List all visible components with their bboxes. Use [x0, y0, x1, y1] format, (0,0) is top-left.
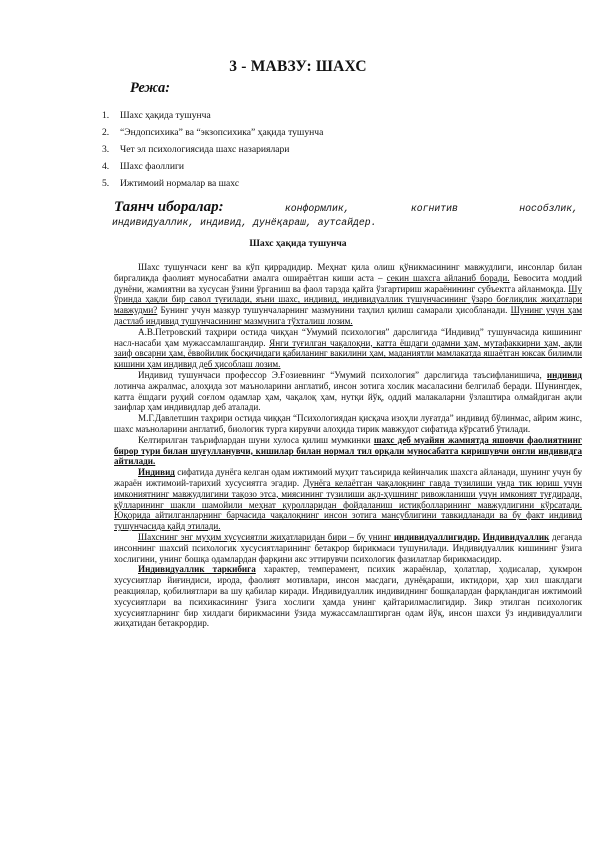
text-run: индивид [546, 369, 582, 380]
plan-item-text: Чет эл психологиясида шахс назариялари [120, 144, 290, 155]
paragraph [114, 564, 582, 629]
plan-item [102, 124, 323, 141]
plan-heading: Режа: [130, 80, 171, 96]
paragraph [114, 413, 582, 435]
keywords-line-2: индивидуаллик, индивид, дунёқараш, аутсайдер. [112, 217, 377, 228]
paragraph [114, 327, 582, 370]
keywords-label: Таянч иборалар: [114, 199, 224, 215]
plan-item-text: “Эндопсихика” ва “экзопсихика” ҳақида тушунча [120, 127, 324, 138]
paragraph [114, 532, 582, 564]
page-title: 3 - МАВЗУ: ШАХС [229, 58, 367, 75]
plan-item-number: 2. [102, 127, 110, 138]
text-run: Шахснинг энг муҳим хусусиятли жиҳатларидан бири – бу унинг [138, 531, 394, 542]
text-run: лотинча ажралмас, алоҳида зот маъноларини англатиб, инсон зотига хослик масаласини белгилаб беради. Шунингдек, катта ёшдаги руҳий соғлом одамлар ҳам, чақалоқ ҳам, нутқи йўқ, оддий малакаларни ўзлаштира олмайдиган ақли заифлар ҳам индивидлар деб аталади. [114, 380, 582, 413]
plan-item [102, 141, 323, 158]
text-run: индивидуаллигидир. [393, 531, 480, 542]
text-run: секин шахсга айланиб боради. [386, 272, 510, 283]
plan-item-text: Шахс фаоллиги [120, 161, 185, 172]
paragraph [114, 435, 582, 467]
plan-item-number: 3. [102, 144, 110, 155]
keyword-term: нособзлик, [519, 203, 578, 214]
plan-item-number: 5. [102, 178, 110, 189]
plan-item-number: 1. [102, 110, 110, 121]
plan-item-number: 4. [102, 161, 110, 172]
plan-item [102, 175, 323, 192]
text-run: М.Г.Давлетшин таҳрири остида чиққан “Психологиядан қисқача изоҳли луғатда” индивид бўлинмас, айрим жинс, шахс маъноларини англатиб, биологик турга кирувчи алоҳида тирик мавжудот сифатида кўрсатиб ўтилади. [114, 413, 582, 434]
text-run: Дунёга келаётган чақалоқнинг гавда тузилиши унда тик юриш учун имкониятнинг мавжудлигини тақозо этса, миясининг тузилиши ақл-ҳушнинг ривожланиши учун имконият туғдиради, қўлларининг шакли шамойили меҳнат қуролларидан фойдаланиш истиқболларининг мавжудлигини кўрсатади. Юқорида айтилганларнинг барчасида чақалоқнинг инсон зотига мансублигини тавкидланади ва бу факт индивид тушунчасида қайд этилади. [114, 477, 582, 532]
plan-list [102, 107, 323, 192]
paragraph [114, 370, 582, 413]
section-title: Шахс ҳақида тушунча [249, 238, 347, 249]
text-run: Янги туғилган чақалоқни, катта ёшдаги одамни ҳам, мутафаккирни ҳам, ақли заиф овсарни ҳам, ёввойилик босқичидаги қабиланинг вакилини ҳам, маданиятли мамлакатда яшаётган юксак билимли кишини ҳам индивид деб ҳисоблаш лозим. [114, 337, 583, 370]
text-run: А.В.Петровский таҳрири остида чиқҳан “Умумий психология” дарслигида “Индивид” тушунчасида кишининг насл-насаби ҳам мужассамлашгандир. [114, 326, 582, 348]
text-run: Шунинг учун ҳам дастлаб индивид тушунчасининг мазмунига тўхталиш лозим. [114, 305, 582, 326]
text-run: характер, темперамент, психик жараёнлар, ҳолатлар, ҳодисалар, ҳукмрон хусусиятлар йиғиндиси, ирода, фаолият мотивлари, инсон масдаги, дунёқараши, иктидори, ҳар хил шаклдаги реакциялар, қобилиятлари ва шу қабилар киради. Индивидуаллик индивиднинг бошқалардан фарқландиган ижтимоий хусусиятлари ва психикасининг ўзига хослиги ҳамда унинг қайтарилмаслигидир. Зикр этилган психологик хусусиятларнинг бир хилдаги бирикмасини ўзида мужассамлаштирган одам йўқ, инсон шахси ўз индивидуаллиги жиҳатидан бетакрордир. [114, 564, 582, 629]
plan-item-text: Шахс ҳақида тушунча [120, 110, 211, 121]
paragraph [114, 467, 582, 532]
text-run: Бевосита моддий дунёни, жамиятни ва хусусан ўзини ўрганиш ва фаол тарзда қайта ўзгартириш жараёнининг субъектга айланмоқда. [114, 272, 582, 294]
keyword-term: конформлик, [284, 203, 350, 214]
plan-item [102, 107, 323, 124]
keyword-term: когнитив [410, 203, 458, 214]
text-run: Бунинг учун мазкур тушунчаларнинг мазмунини таҳлил қилиш самарали ҳисобланади. [157, 305, 511, 316]
text-run: Шу ўринда ҳақли бир савол туғилади, яъни шахс, индивид, индивидуаллик тушунчасининг ўзаро боғлиқлик жиҳатлари мавжудми? [114, 283, 582, 316]
text-run: шахс деб муайян жамиятда яшовчи фаолиятнинг бирор тури билан шуғулланувчи, кишилар билан нормал тил орқали муносабатга киришувчи онгли индивидга айтилади. [114, 434, 583, 467]
plan-item [102, 158, 323, 175]
keywords-block [114, 200, 578, 230]
text-run: Индивидуаллик таркибига [138, 564, 256, 575]
text-run: деганда инсоннинг шахсий психологик хусусиятларининг бетакрор бирикмаси тушунилади. Индивидуаллик кишининг ўзига хослигини, унинг бошқа одамлардан фарқини акс эттирувчи психологик фазилатлар бирикмасидир. [114, 531, 582, 564]
paragraph [114, 262, 582, 327]
text-run: сифатида дунёга келган одам ижтимоий муҳит таъсирида кейинчалик шахсга айланади, шунинг учун бу жараён ижтимоий-тарихий хусусиятга эгадир. [114, 467, 582, 488]
keywords-line-1 [114, 200, 578, 216]
text-run: Шахс тушунчаси кенг ва кўп қиррадидир. Меҳнат қила олиш қўникмасининг мавжудлиги, инсонлар билан биргаликда фаолият муносабатни амалга ошираётган киши аста – [114, 262, 582, 283]
text-run: Индивидуаллик [482, 531, 550, 542]
body-text [114, 262, 582, 629]
text-run: Индивид [138, 467, 175, 478]
text-run: Келтирилган таърифлардан шуни хулоса қилиш мумкинки [138, 434, 374, 445]
plan-item-text: Ижтимоий нормалар ва шахс [120, 178, 240, 189]
text-run: Индивид тушунчаси профессор Э.Ғозиевнинг “Умумий психология” дарслигида таъсифланишича, [138, 369, 547, 380]
